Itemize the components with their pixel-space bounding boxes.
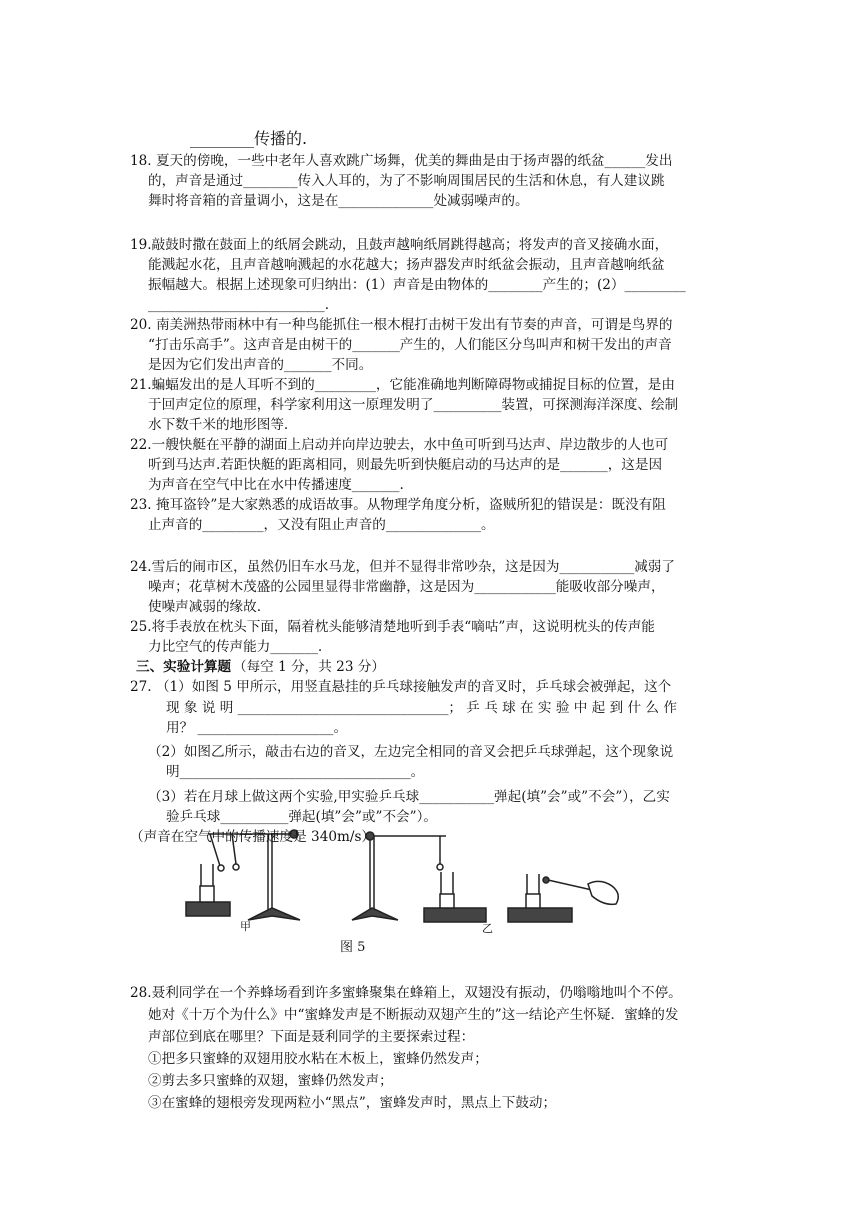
- text-line: 验乒乓球__________弹起(填”会”或”不会”）。: [166, 809, 437, 825]
- text-line: 水下数千米的地形图等.: [148, 417, 289, 433]
- text-line: 21.蝙蝠发出的是人耳听不到的_________，它能准确地判断障碍物或捕捉目标的位置，是由: [130, 377, 675, 393]
- text-line: 25.将手表放在枕头下面，隔着枕头能够清楚地听到手表“嘀咕”声，这说明枕头的传声能: [130, 619, 655, 635]
- text-line: 是因为它们发出声音的_______不同。: [148, 357, 373, 373]
- text-line: 18. 夏天的傍晚，一些中老年人喜欢跳广场舞，优美的舞曲是由于扬声器的纸盆______发出: [130, 153, 673, 169]
- text-line: 能溅起水花，且声音越响溅起的水花越大；扬声器发声时纸盆会振动，且声音越响纸盆: [148, 257, 665, 273]
- text-line: 止声音的_________，又没有阻止声音的______________。: [148, 517, 495, 533]
- text-line: （每空 1 分，共 23 分）: [233, 659, 385, 675]
- text-line: 27. （1）如图 5 甲所示，用竖直悬挂的乒乓球接触发声的音叉时，乒乓球会被弹起，这个: [130, 679, 672, 695]
- text-line: 23. 掩耳盗铃”是大家熟悉的成语故事。从物理学角度分析，盗贼所犯的错误是：既没有阻: [130, 497, 666, 513]
- text-line: 为声音在空气中比在水中传播速度_______.: [148, 477, 404, 493]
- text-line: ________传播的.: [190, 129, 308, 148]
- text-line: ①把多只蜜蜂的双翅用胶水粘在木板上，蜜蜂仍然发声；: [148, 1051, 488, 1067]
- figure-caption: 图 5: [340, 940, 366, 955]
- text-line: ③在蜜蜂的翅根旁发现两粒小“黑点”，蜜蜂发声时，黑点上下鼓动；: [148, 1095, 557, 1111]
- text-line: 22.一艘快艇在平静的湖面上启动并向岸边驶去，水中鱼可听到马达声、岸边散步的人也可: [130, 437, 669, 453]
- text-line: 明__________________________________。: [166, 764, 425, 780]
- text-line: （3）若在月球上做这两个实验,甲实验乒乓球___________弹起(填”会”或”不会”），乙实: [148, 789, 670, 805]
- text-line: 于回声定位的原理，科学家利用这一原理发明了__________装置，可探测海洋深度、绘制: [148, 397, 679, 413]
- text-line: 使噪声减弱的缘故.: [148, 599, 262, 615]
- text-line: 噪声；花草树木茂盛的公园里显得非常幽静，这是因为____________能吸收部分噪声，: [148, 579, 665, 595]
- figure-5: [0, 824, 860, 964]
- text-line: 28.聂利同学在一个养蜂场看到许多蜜蜂聚集在蜂箱上，双翅没有振动，仍嗡嗡地叫个不停。: [130, 985, 682, 1001]
- figure-label-yi: 乙: [482, 922, 493, 935]
- text-line: 声部位到底在哪里？下面是聂利同学的主要探索过程：: [148, 1029, 475, 1045]
- text-line: 她对《十万个为什么》中“蜜蜂发声是不断振动双翅产生的”这一结论产生怀疑．蜜蜂的发: [148, 1007, 679, 1023]
- text-line: __________________________.: [148, 297, 330, 313]
- figure-label-jia: 甲: [240, 920, 251, 933]
- text-line: 用？ ____________________。: [166, 720, 348, 736]
- text-line: 力比空气的传声能力_______.: [148, 639, 323, 655]
- text-line: 现 象 说 明 _______________________________； 乒 乓 球 在 实 验 中 起 到 什 么 作: [166, 700, 677, 716]
- text-line: “打击乐高手”。这声音是由树干的_______产生的，人们能区分鸟叫声和树干发出的声音: [148, 337, 672, 353]
- text-line: 的，声音是通过________传入人耳的，为了不影响周围居民的生活和休息，有人建议跳: [148, 173, 665, 189]
- text-line: （2）如图乙所示，敲击右边的音叉，左边完全相同的音叉会把乒乓球弹起，这个现象说: [148, 744, 674, 760]
- text-line: 24.雪后的闹市区，虽然仍旧车水马龙，但并不显得非常吵杂，这是因为___________减弱了: [130, 559, 675, 575]
- text-line: ②剪去多只蜜蜂的双翅，蜜蜂仍然发声；: [148, 1073, 393, 1089]
- text-line: 20. 南美洲热带雨林中有一种鸟能抓住一根木棍打击树干发出有节奏的声音，可谓是鸟界的: [130, 317, 673, 333]
- text-line: 舞时将音箱的音量调小，这是在______________处减弱噪声的。: [148, 193, 529, 209]
- text-line: （声音在空气中的传播速度是 340m/s）: [130, 829, 376, 845]
- text-line: 19.敲鼓时撒在鼓面上的纸屑会跳动，且鼓声越响纸屑跳得越高；将发声的音叉接确水面，: [130, 237, 669, 253]
- text-line: 听到马达声.若距快艇的距离相同，则最先听到快艇启动的马达声的是_______，这是因: [148, 457, 663, 473]
- text-line: 振幅越大。根据上述现象可归纳出：(1）声音是由物体的________产生的；(2）_________: [148, 277, 686, 293]
- section-heading: 三、实验计算题: [136, 659, 232, 675]
